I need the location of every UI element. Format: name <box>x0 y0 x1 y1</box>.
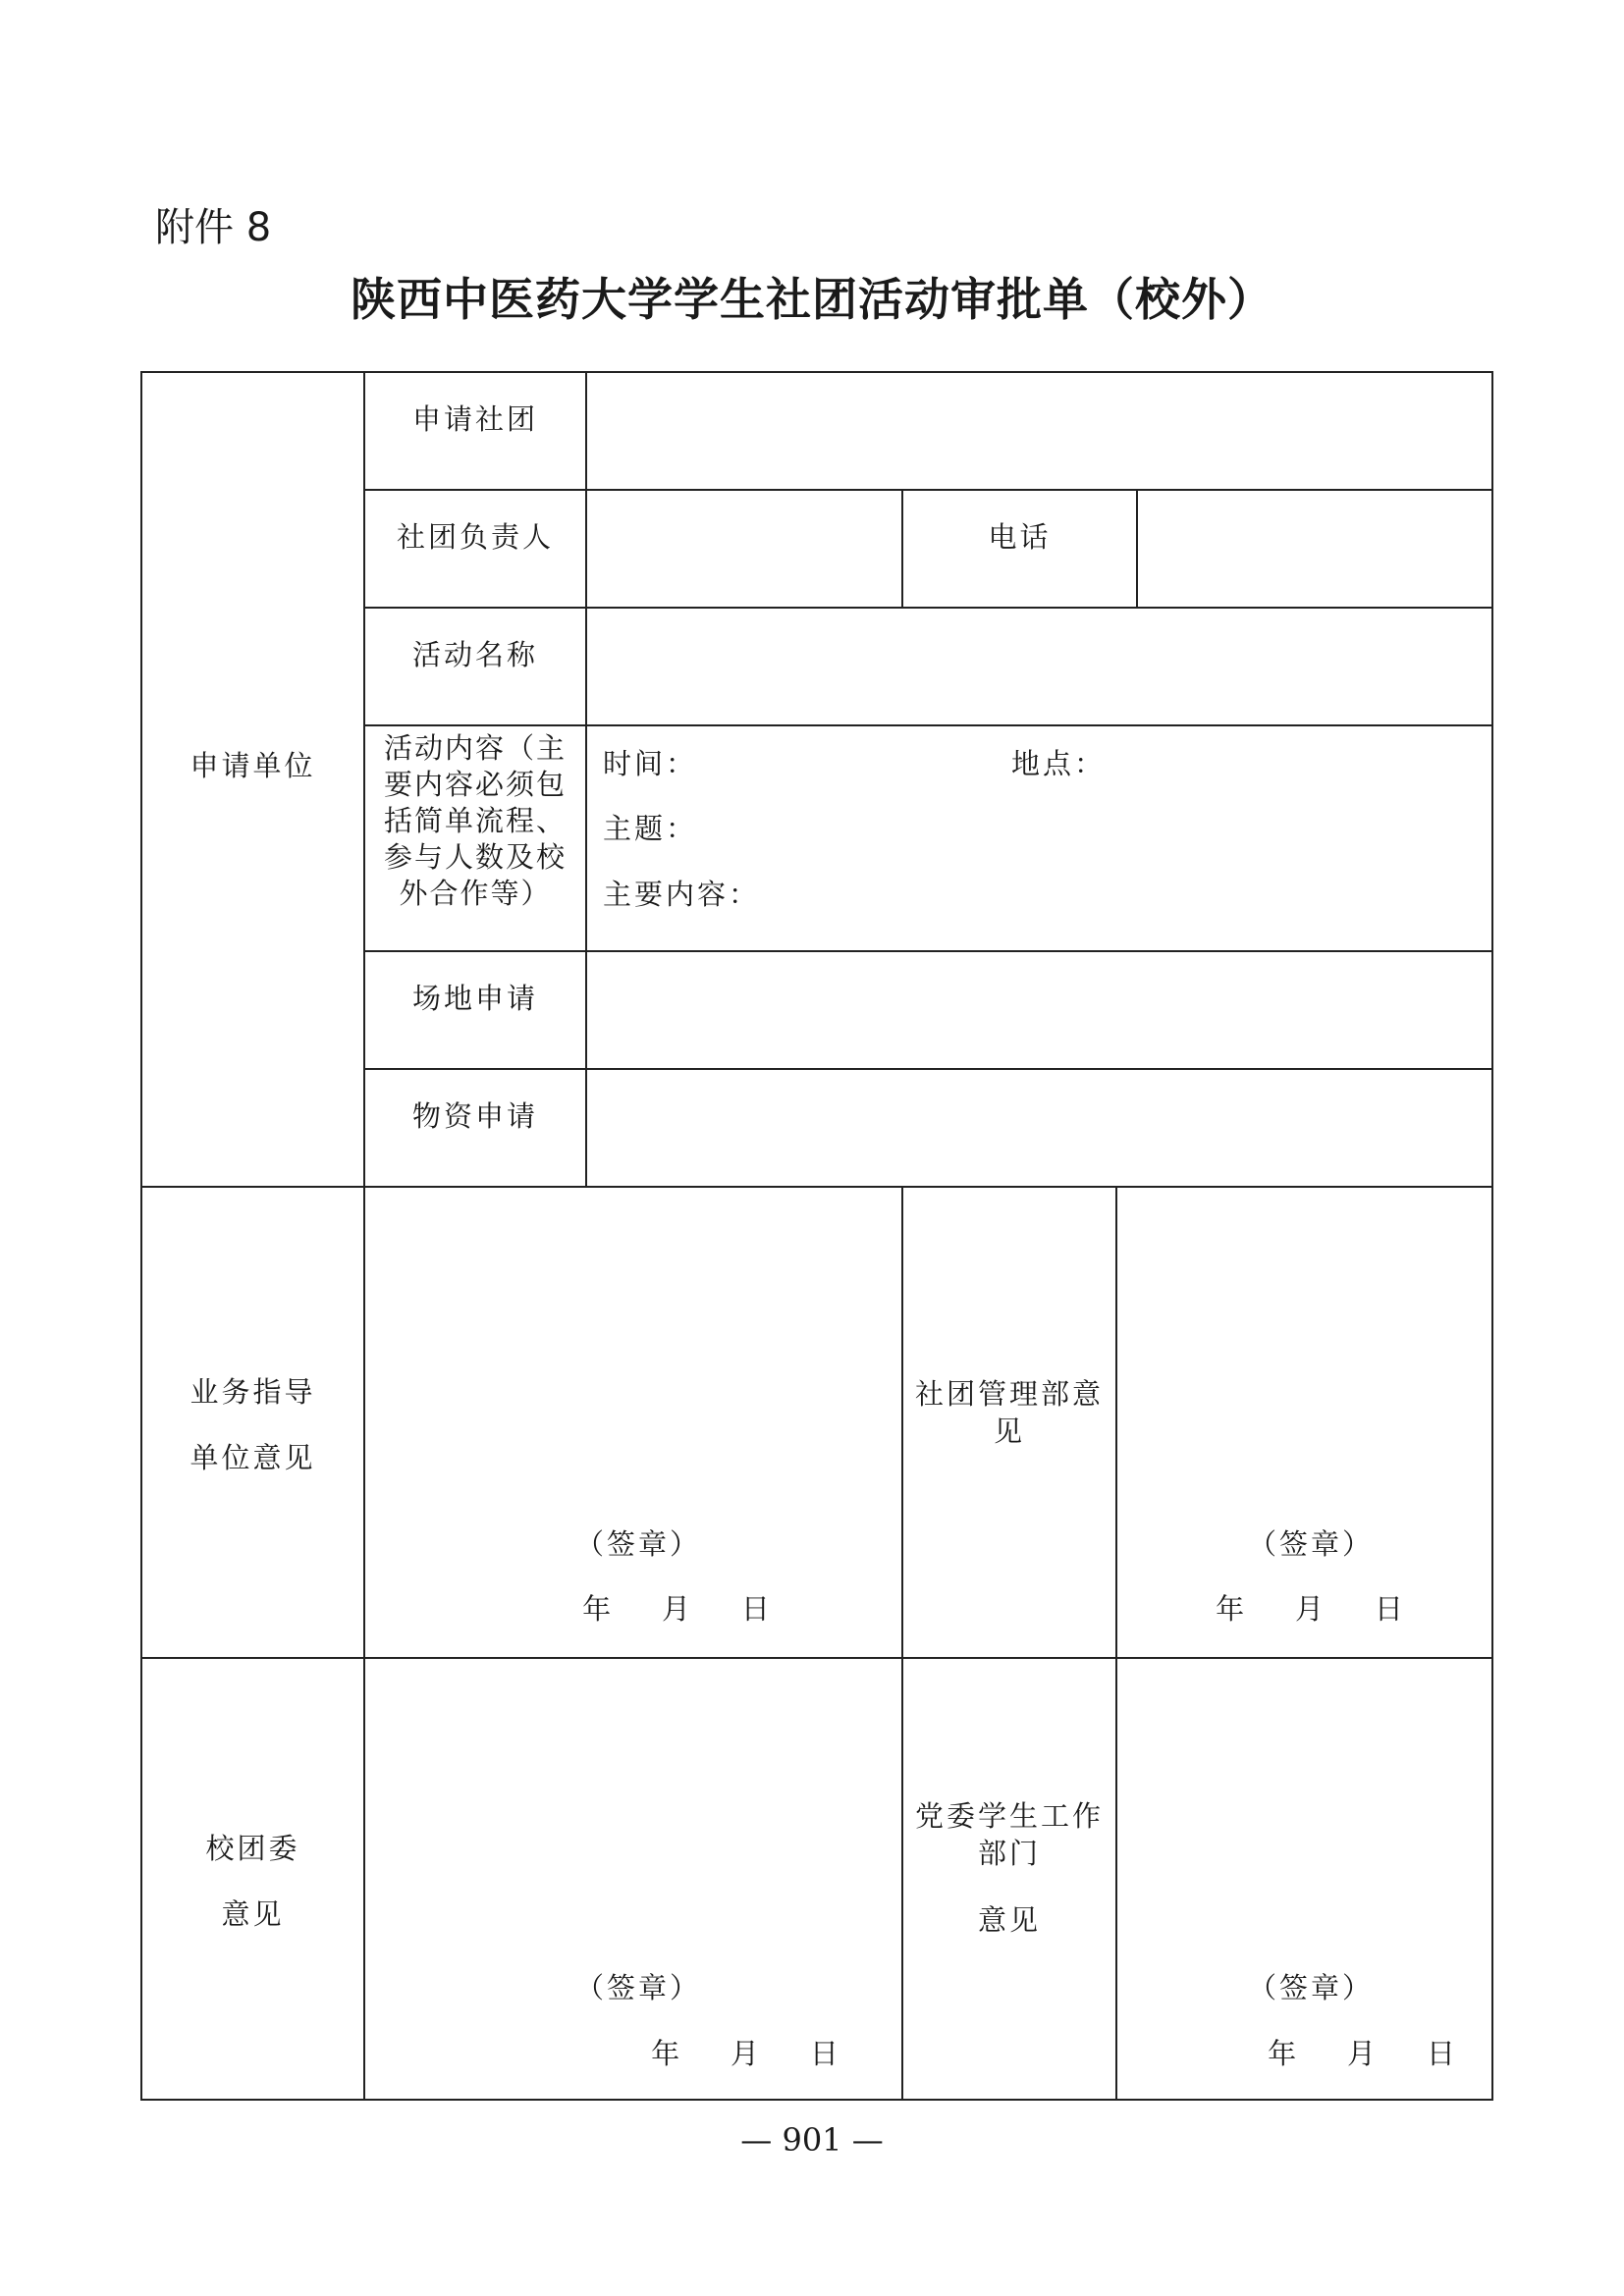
seal-label: （签章） <box>574 1971 701 2004</box>
party-student-work-opinion-label: 党委学生工作 部门 意见 <box>914 1799 1104 1937</box>
time-field-label: 时间： <box>603 747 698 780</box>
divider <box>140 1186 1493 1188</box>
divider <box>1136 489 1138 609</box>
table-border-right <box>1491 371 1493 2101</box>
guidance-unit-opinion-label: 业务指导 单位意见 <box>189 1375 316 1474</box>
activity-content-label: 活动内容（主 要内容必须包 括简单流程、 参与人数及校 外合作等） <box>383 731 567 910</box>
place-field-label: 地点： <box>1011 747 1107 780</box>
divider <box>363 1068 1493 1070</box>
date-label: 年 月 日 <box>1216 1592 1406 1626</box>
seal-label: （签章） <box>574 1527 701 1561</box>
theme-field-label: 主题： <box>603 812 698 845</box>
applicant-unit-label: 申请单位 <box>189 749 316 782</box>
date-label: 年 月 日 <box>1268 2037 1458 2070</box>
divider <box>363 607 1493 609</box>
divider <box>363 724 1493 726</box>
club-leader-label: 社团负责人 <box>396 520 554 554</box>
club-mgmt-opinion-label: 社团管理部意 见 <box>914 1377 1104 1448</box>
divider <box>363 950 1493 952</box>
date-label: 年 月 日 <box>651 2037 841 2070</box>
table-border-bottom <box>140 2099 1493 2101</box>
divider <box>363 489 1493 491</box>
seal-label: （签章） <box>1247 1971 1374 2004</box>
divider <box>1115 1187 1117 2101</box>
club-label: 申请社团 <box>411 402 538 436</box>
supplies-request-label: 物资申请 <box>411 1099 538 1133</box>
annex-label: 附件 8 <box>155 205 272 250</box>
form-title: 陕西中医药大学学生社团活动审批单（校外） <box>351 273 1273 326</box>
divider <box>901 1187 903 2101</box>
divider <box>140 1657 1493 1659</box>
table-border-top <box>140 371 1493 373</box>
youth-league-opinion-label: 校团委 意见 <box>205 1832 300 1931</box>
date-label: 年 月 日 <box>582 1592 773 1626</box>
venue-request-label: 场地申请 <box>411 982 538 1015</box>
activity-name-label: 活动名称 <box>411 638 538 671</box>
divider <box>585 371 587 1188</box>
seal-label: （签章） <box>1247 1527 1374 1561</box>
main-content-field-label: 主要内容： <box>603 878 761 911</box>
divider <box>363 371 365 2101</box>
page-number: — 901 — <box>740 2121 884 2159</box>
phone-label: 电话 <box>988 520 1052 554</box>
